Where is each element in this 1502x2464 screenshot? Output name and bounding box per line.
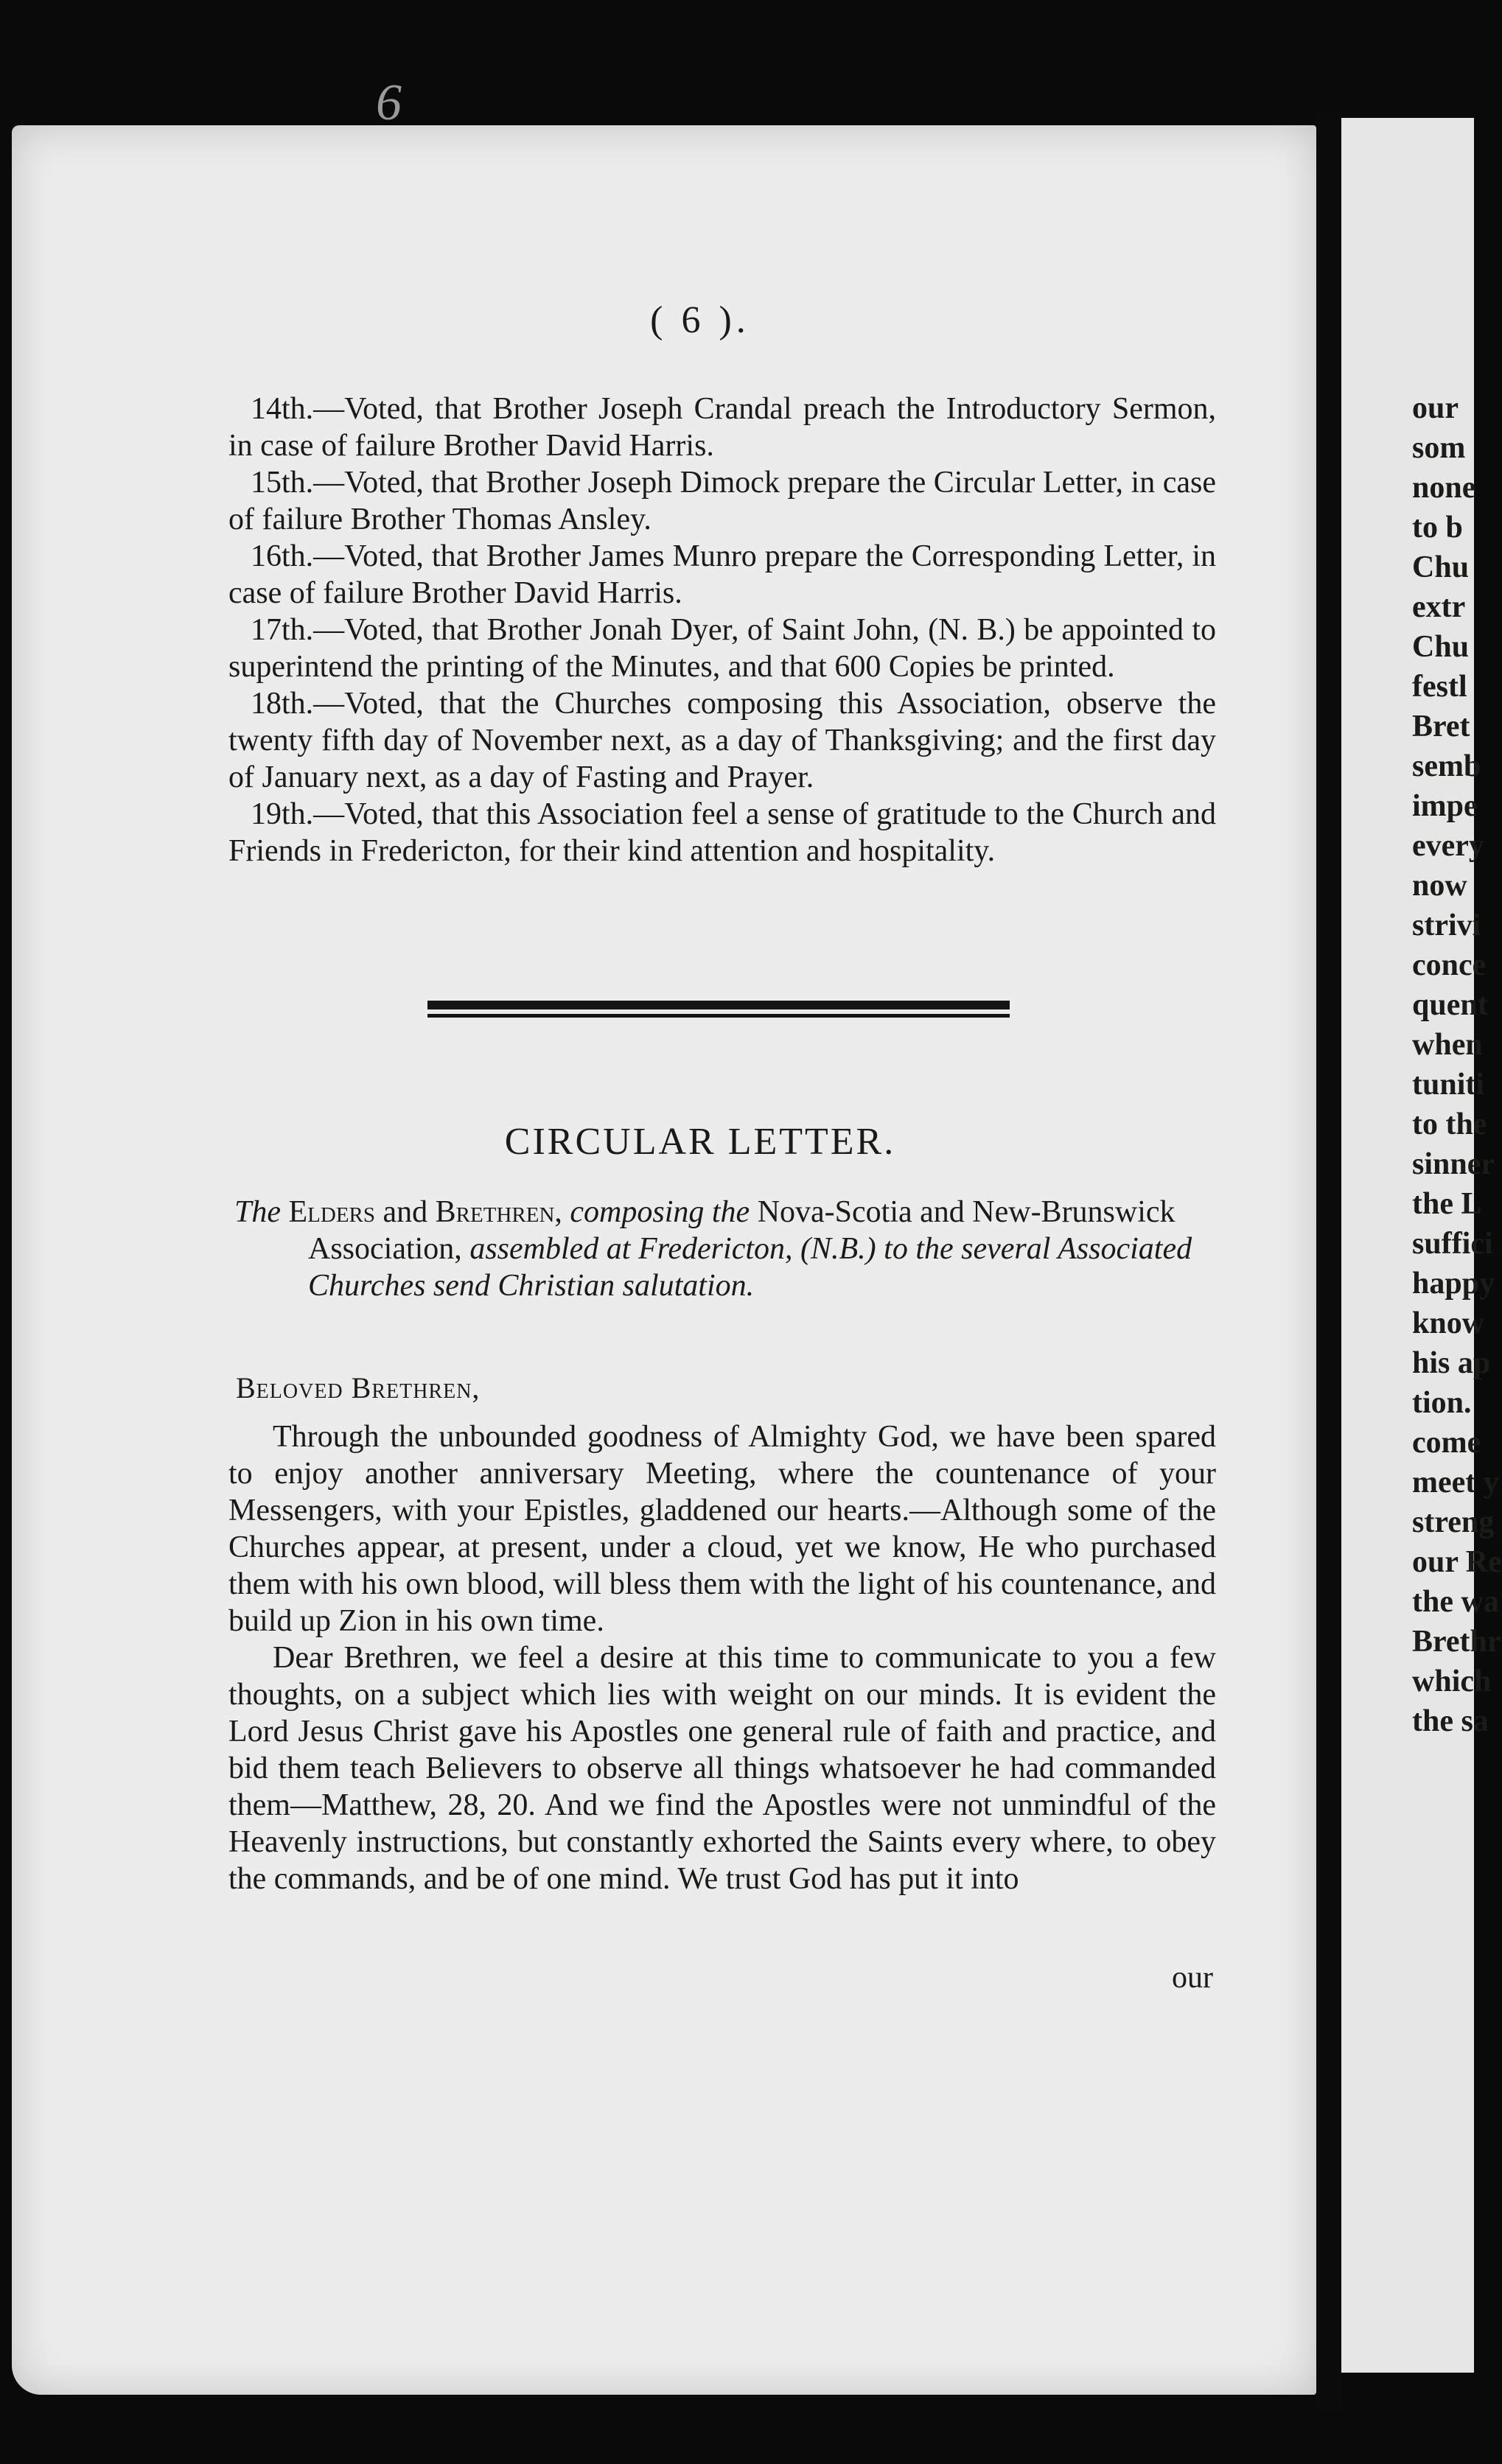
facing-page-line: Chu [1412,630,1470,664]
facing-page-line: the L [1412,1187,1482,1221]
body-paragraph-1: Through the unbounded goodness of Almighty God, we have been spared to enjoy another anniversary Meeting, where the countenance of your Messengers, with your Epistles, gladdened our hearts.—Although some of the Churches appear, at present, under a cloud, yet we know, He who purchased them with his own blood, will bless them with the light of his countenance, and build up Zion in his own time. [228,1420,1216,1638]
facing-page-line: festl [1412,670,1467,704]
address-brethren: Brethren, [435,1195,562,1229]
facing-page-line: to b [1412,511,1463,545]
resolution-18: 18th.—Voted, that the Churches composing this Association, observe the twenty fifth day of November next, as a day of Thanksgiving; and the first day of January next, as a day of Fasting and Prayer. [228,687,1216,794]
address-and: and [383,1195,428,1229]
facing-page-line: happy [1412,1267,1495,1301]
facing-page-line: strivi [1412,909,1481,942]
resolution-16: 16th.—Voted, that Brother James Munro prepare the Corresponding Letter, in case of failure Brother David Harris. [228,539,1216,610]
facing-page-line: meet y [1412,1466,1499,1499]
facing-page-line: suffici [1412,1227,1493,1261]
facing-page-line: our [1412,391,1459,425]
address-the: The [234,1195,281,1229]
facing-page-line: the sa [1412,1704,1489,1738]
facing-page-line: Bret [1412,710,1470,743]
address-elders: Elders [288,1195,375,1229]
facing-page-line: come [1412,1426,1481,1460]
book-gutter [1316,111,1341,2409]
facing-page-line: sinner [1412,1147,1495,1181]
facing-page-line: when [1412,1028,1483,1062]
facing-page-line: tion. [1412,1386,1472,1420]
facing-page-line: the wa [1412,1585,1499,1619]
resolution-14: 14th.—Voted, that Brother Joseph Crandal preach the Introductory Sermon, in case of failure Brother David Harris. [228,392,1216,463]
salutation: Beloved Brethren, [236,1371,481,1404]
facing-page-line: semb [1412,749,1481,783]
section-divider-rule [427,1001,1010,1018]
address-assembled: assembled at Fredericton, (N.B.) to the several Associated Churches send Christian salutation. [308,1232,1192,1303]
resolution-17: 17th.—Voted, that Brother Jonah Dyer, of Saint John, (N. B.) be appointed to superintend the printing of the Minutes, and that 600 Copies be printed. [228,613,1216,684]
facing-page-line: none [1412,471,1476,505]
facing-page-line: quent [1412,988,1488,1022]
facing-page-line: Brethr [1412,1625,1501,1659]
facing-page-line: conce [1412,948,1487,982]
letter-address [234,1194,1237,1304]
facing-page-line: to the [1412,1107,1487,1141]
facing-page-line: extr [1412,590,1466,624]
facing-page-line: tuniti [1412,1068,1485,1102]
facing-page-line: his ap [1412,1346,1491,1380]
catchword: our [1172,1961,1213,1995]
facing-page-line: which [1412,1665,1492,1698]
facing-page-line: Chu [1412,550,1470,584]
resolution-15: 15th.—Voted, that Brother Joseph Dimock prepare the Circular Letter, in case of failure Brother Thomas Ansley. [228,466,1216,536]
circular-letter-heading: CIRCULAR LETTER. [504,1121,896,1163]
facing-page-line: streng [1412,1505,1495,1539]
resolutions-block [228,391,1216,869]
page-number: ( 6 ). [650,299,750,341]
facing-page-line: our Re [1412,1545,1502,1579]
margin-ink-mark: 6 [376,74,402,131]
resolution-19: 19th.—Voted, that this Association feel a sense of gratitude to the Church and Friends in Fredericton, for their kind attention and hospitality. [228,797,1216,868]
facing-page-line: know [1412,1306,1485,1340]
facing-page-line: som [1412,431,1466,465]
facing-page-line: every [1412,829,1484,863]
facing-page [1341,118,1502,2373]
address-association: Nova-Scotia and New-Brunswick Association, [308,1195,1176,1266]
address-composing: composing the [570,1195,750,1229]
facing-page-line: impe [1412,789,1478,823]
body-paragraph-2: Dear Brethren, we feel a desire at this time to communicate to you a few thoughts, on a subject which lies with weight on our minds. It is evident the Lord Jesus Christ gave his Apostles one general rule of faith and practice, and bid them teach Believers to observe all things whatsoever he had commanded them—Matthew, 28, 20. And we find the Apostles were not unmindful of the Heavenly instructions, but constantly exhorted the Saints every where, to obey the commands, and be of one mind. We trust God has put it into [228,1641,1216,1896]
facing-page-line: now [1412,869,1467,903]
letter-body [228,1418,1216,1897]
